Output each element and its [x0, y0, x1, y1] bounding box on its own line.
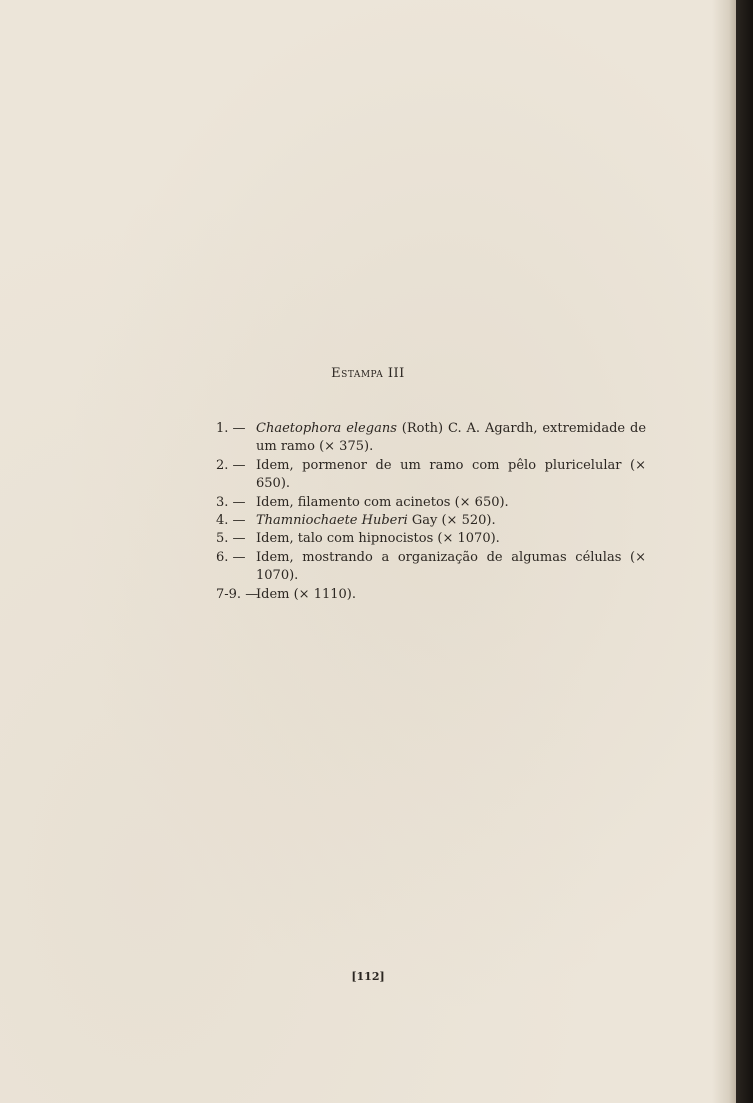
caption-item — [216, 512, 646, 530]
caption-number: 7-9. — — [216, 586, 259, 602]
caption-number: 5. — — [216, 531, 246, 547]
caption-text — [256, 494, 646, 512]
page-edge-shadow — [712, 0, 736, 1103]
caption-number: 3. — — [216, 494, 246, 510]
page-number: [112] — [351, 970, 385, 983]
caption-segment: Idem, filamento com acinetos (× 650). — [256, 494, 509, 510]
caption-number: 4. — — [216, 513, 246, 529]
caption-segment: Idem (× 1110). — [256, 586, 356, 602]
plate-title: Estampa III — [331, 366, 405, 381]
caption-segment: Idem, talo com hipnocistos (× 1070). — [256, 531, 500, 547]
caption-item — [216, 530, 646, 548]
caption-segment: Gay (× 520). — [407, 513, 496, 529]
caption-text — [256, 457, 646, 494]
species-name: Chaetophora elegans — [256, 421, 397, 436]
caption-segment: (Roth) C. A. Agardh, extremidade de um ramo (× 375). — [256, 421, 647, 455]
caption-text — [256, 586, 646, 604]
caption-item — [216, 494, 646, 512]
caption-segment: Idem, pormenor de um ramo com pêlo pluricelular (× 650). — [256, 457, 646, 492]
caption-text — [256, 530, 646, 548]
caption-item — [216, 420, 646, 457]
caption-number: 1. — — [216, 421, 246, 436]
caption-number: 6. — — [216, 549, 246, 565]
caption-item — [216, 457, 646, 494]
caption-item — [216, 549, 646, 586]
caption-segment: Idem, mostrando a organização de algumas células (× 1070). — [256, 549, 646, 584]
caption-text — [256, 549, 646, 586]
caption-text — [256, 512, 646, 530]
book-binding-edge — [736, 0, 753, 1103]
caption-list — [216, 420, 646, 604]
caption-item — [216, 586, 646, 604]
species-name: Thamniochaete Huberi — [256, 513, 408, 529]
caption-text — [256, 420, 646, 457]
caption-number: 2. — — [216, 457, 246, 473]
